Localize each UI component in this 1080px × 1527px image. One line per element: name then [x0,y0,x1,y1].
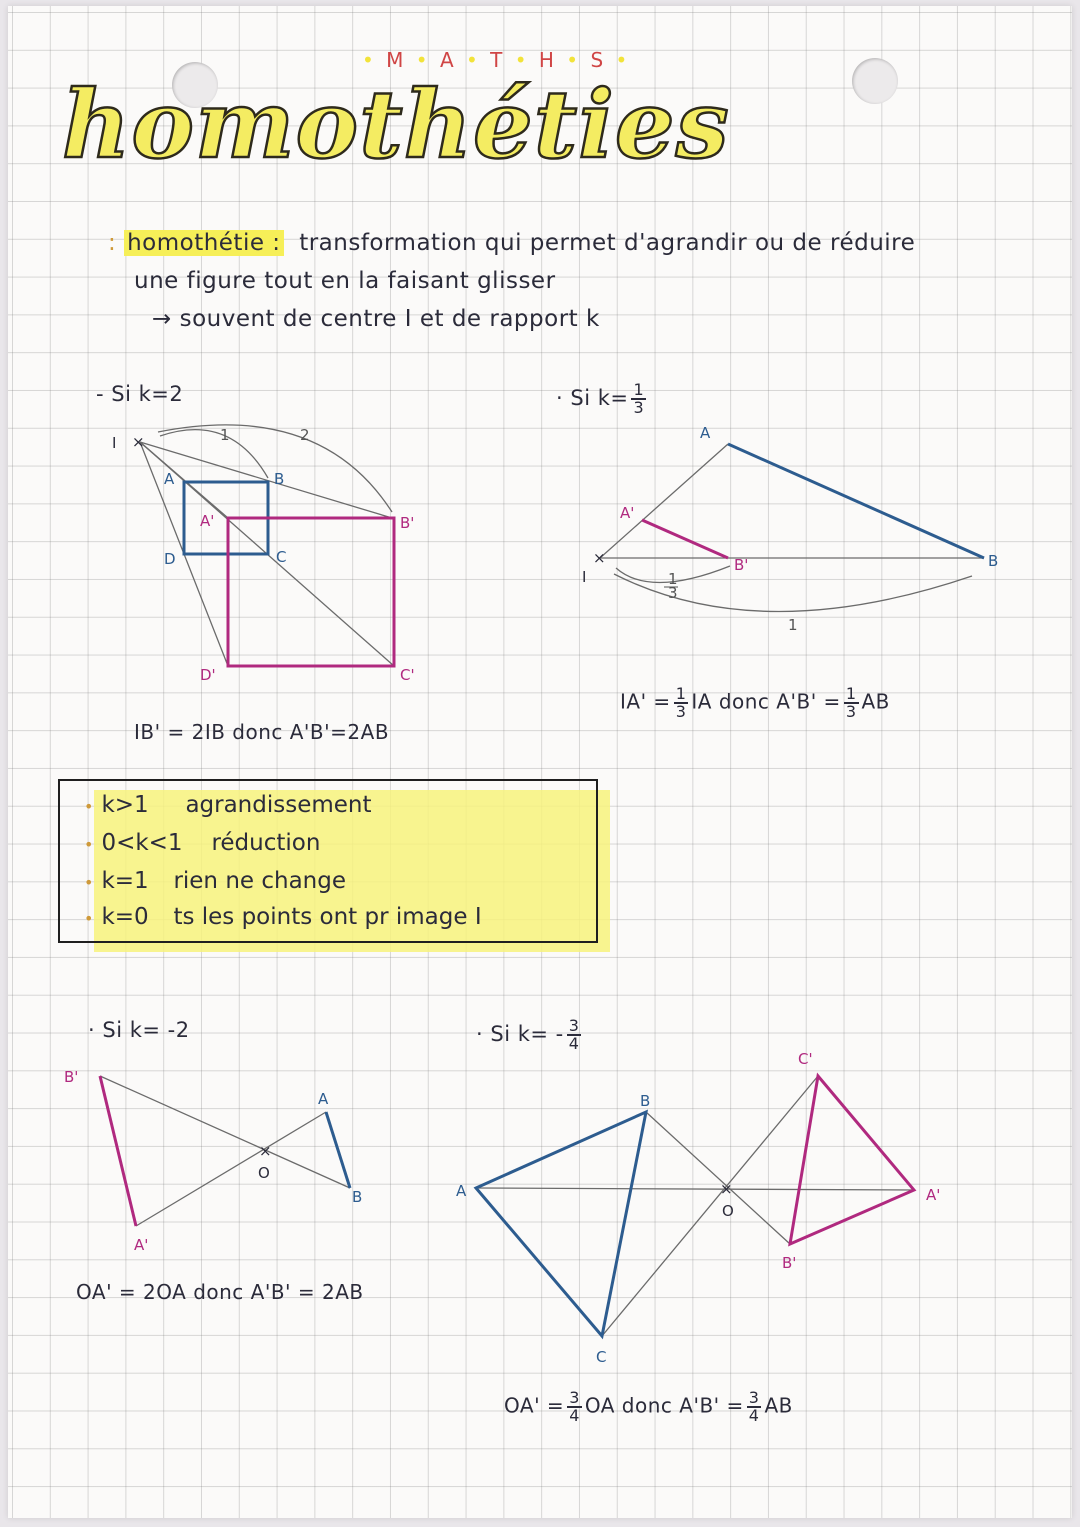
label-D1: D' [200,666,216,684]
header-letter: T [490,48,506,72]
header-letter: H [538,48,557,72]
arc-two [158,425,392,512]
label-B: B [640,1092,651,1110]
arc-label-third-den: 3 [668,584,678,602]
ray-IA [600,444,728,558]
segment-AB [326,1112,350,1188]
figure-km2-construction-lines [100,1076,350,1226]
cross-mark: × [593,549,606,567]
definition-term: homothétie : [124,230,284,256]
label-A1: A' [200,512,215,530]
rule-item: • k>1 agrandissement [84,792,372,818]
figure-k2-formula: IB' = 2IB donc A'B'=2AB [134,720,390,744]
figure-k2-heading: - Si k=2 [96,382,184,406]
arc-label-one: 1 [788,616,798,634]
label-C1: C' [400,666,415,684]
triangle-ABC [476,1112,646,1336]
figure-km34-heading: · Si k= - $\frac{3}{4}$ [476,1016,580,1053]
label-I: I [112,434,117,452]
label-B: B [988,552,999,570]
line-BB1 [646,1112,790,1244]
label-A: A [164,470,175,488]
label-A: A [318,1090,329,1108]
label-A1: A' [926,1186,941,1204]
arc-label-third-num: 1 [668,570,678,588]
rule-item: • k=0 ts les points ont pr image I [84,904,482,930]
cross-mark: × [720,1180,733,1198]
figure-km2-formula: OA' = 2OA donc A'B' = 2AB [76,1280,364,1304]
label-A1: A' [620,504,635,522]
segment-AB [728,444,984,558]
label-A: A [456,1182,467,1200]
cross-mark: × [259,1142,272,1160]
heading-fraction: $\frac{3}{4}$ [568,1016,580,1053]
arc-label-one: 1 [220,426,230,444]
heading-fraction: $\frac{1}{3}$ [633,380,645,417]
arc-label-two: 2 [300,426,310,444]
label-B1: B' [734,556,749,574]
definition-line-2: une figure tout en la faisant glisser [134,268,556,294]
figure-km34-formula: OA' = $\frac{3}{4}$ OA donc A'B' = $\frac{3}{4}$ AB [504,1388,793,1425]
ray-IB [140,442,392,518]
definition-line-1: : homothétie : transformation qui permet d'agrandir ou de réduire [108,230,916,256]
definition-text-1: transformation qui permet d'agrandir ou de réduire [299,230,916,256]
figure-k13-formula: IA' = $\frac{1}{3}$ IA donc A'B' = $\frac{1}{3}$ AB [620,684,890,721]
page-title: homothéties [62,70,730,180]
label-D: D [164,550,176,568]
header-letter: A [439,48,457,72]
line-B1B [100,1076,350,1188]
line-CC1 [602,1076,818,1336]
label-O: O [722,1202,734,1220]
figure-k13-heading: · Si k= $\frac{1}{3}$ [556,380,645,417]
label-A: A [700,424,711,442]
label-I: I [582,568,587,586]
header-letter: M [386,48,407,72]
subject-header: • M • A • T • H • S • [362,48,631,72]
definition-line-3: → souvent de centre I et de rapport k [152,306,600,332]
label-B1: B' [64,1068,79,1086]
figure-km34-construction-lines [476,1076,914,1336]
rule-item: • k=1 rien ne change [84,868,347,894]
rule-item: • 0<k<1 réduction [84,830,321,856]
label-A1: A' [134,1236,149,1254]
label-B1: B' [400,514,415,532]
segment-A1B1 [642,520,728,558]
label-B: B [274,470,285,488]
label-C1: C' [798,1050,813,1068]
figure-km2-heading: · Si k= -2 [88,1018,190,1042]
cross-mark: × [132,433,145,451]
line-A1A [136,1112,326,1226]
segment-A1B1 [100,1076,136,1226]
label-C: C [276,548,287,566]
line-AA1 [476,1188,914,1190]
label-B: B [352,1188,363,1206]
triangle-A1B1C1 [790,1076,914,1244]
label-B1: B' [782,1254,797,1272]
header-letter: S [590,48,607,72]
arc-one [160,430,268,478]
label-C: C [596,1348,607,1366]
label-O: O [258,1164,270,1182]
